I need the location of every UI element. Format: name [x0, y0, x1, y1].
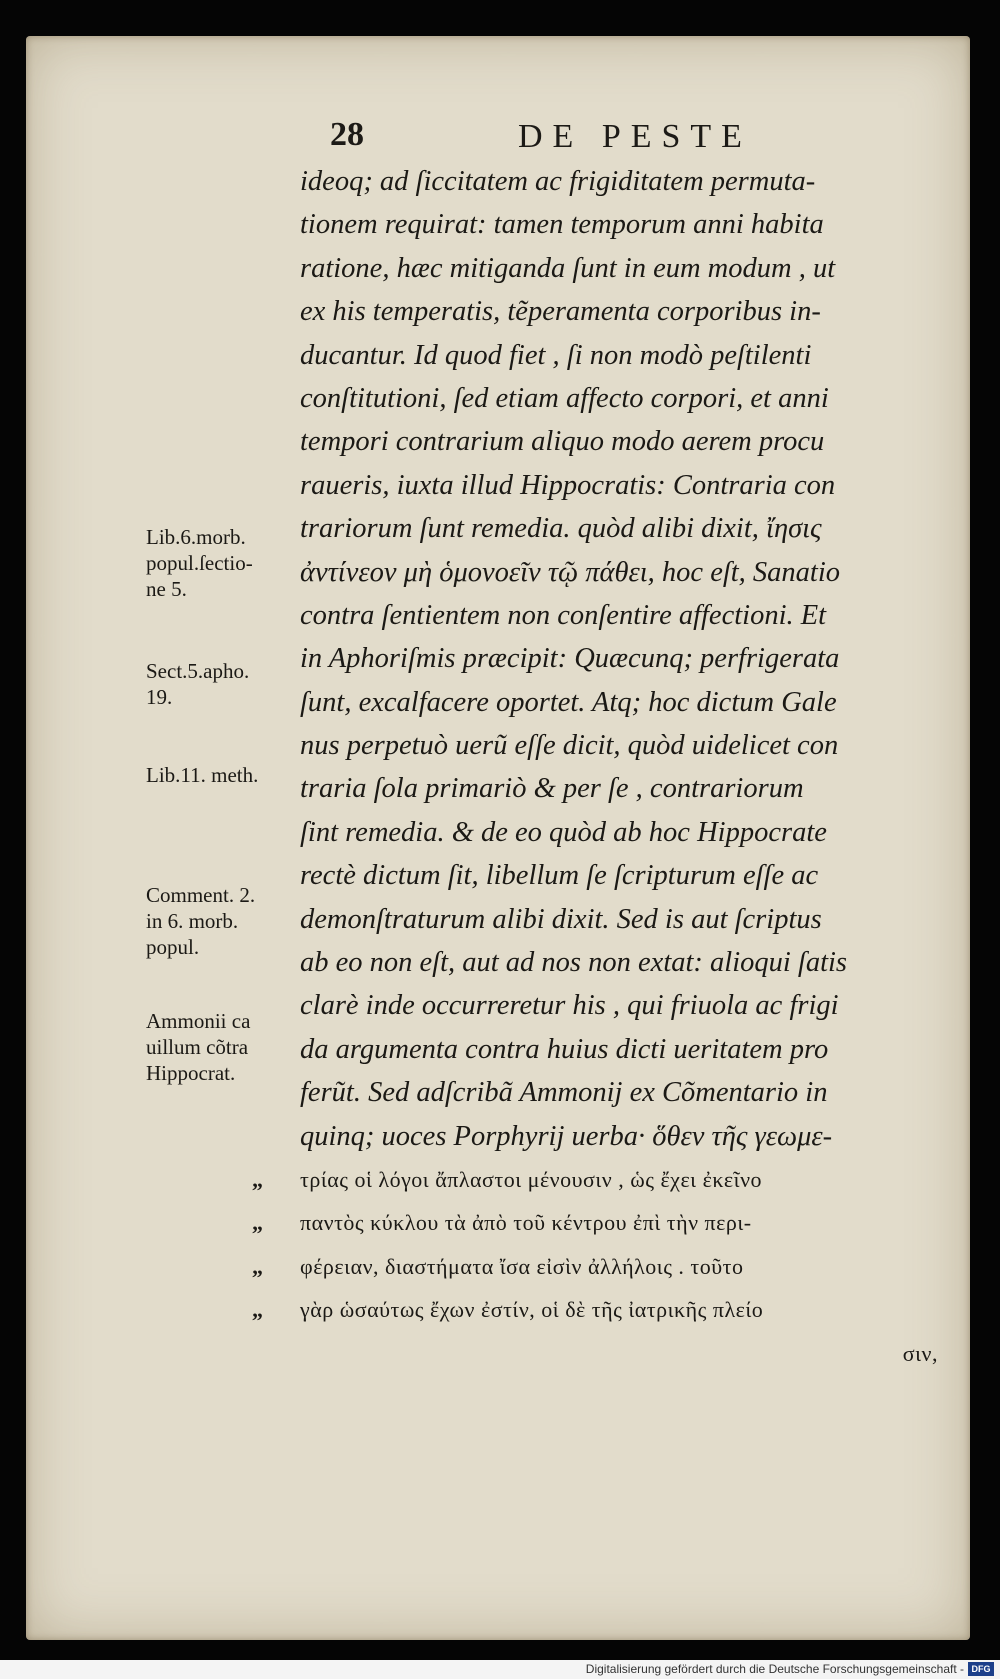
- text-line: ab eo non eſt, aut ad nos non extat: alioqui ſatis: [300, 947, 847, 979]
- margin-note-comment: [146, 882, 306, 960]
- margin-note-lib6: [146, 524, 306, 602]
- greek-quote-line: [252, 1288, 960, 1331]
- text-line: ducantur. Id quod fiet , ſi non modò peſtilenti: [300, 339, 812, 371]
- margin-note-line: in 6. morb.: [146, 909, 239, 933]
- text-line: clarè inde occurreretur his , qui friuola ac frigi: [300, 990, 839, 1022]
- greek-last-line: σιν,: [902, 1340, 938, 1366]
- text-line: ſunt, excalfacere oportet. Atq; hoc dictum Gale: [300, 686, 837, 718]
- greek-quote-line: [252, 1158, 960, 1201]
- text-line: demonſtraturum alibi dixit. Sed is aut ſcriptus: [300, 903, 822, 935]
- running-head: DE PESTE: [518, 118, 752, 155]
- text-line: nus perpetuò uerũ eſſe dicit, quòd uidelicet con: [300, 730, 839, 762]
- quote-mark: „: [252, 1166, 264, 1192]
- greek-quote-line: [252, 1245, 960, 1288]
- margin-note-ammonii: [146, 1008, 306, 1086]
- text-line: quinq; uoces Porphyrij uerba· ὅθεν τῆς γεωμε-: [300, 1120, 833, 1152]
- text-line: da argumenta contra huius dicti ueritatem pro: [300, 1033, 829, 1065]
- text-line: ferũt. Sed adſcribã Ammonij ex Cõmentario in: [300, 1077, 828, 1109]
- margin-note-line: Lib.11. meth.: [146, 763, 259, 787]
- greek-text: τρίας οἱ λόγοι ἄπλαστοι μένουσιν , ὡς ἔχει ἐκεῖνο: [300, 1166, 763, 1192]
- margin-note-line: Ammonii ca: [146, 1009, 251, 1033]
- text-line: ex his temperatis, tẽperamenta corporibus in-: [300, 296, 821, 328]
- text-line: in Aphoriſmis præcipit: Quæcunq; perfrigerata: [300, 643, 840, 675]
- margin-note-line: Lib.6.morb.: [146, 525, 246, 549]
- margin-note-lib11: [146, 762, 306, 788]
- text-line: raueris, iuxta illud Hippocratis: Contraria con: [300, 469, 836, 501]
- text-line: tionem requirat: tamen temporum anni habita: [300, 209, 824, 241]
- text-line: ratione, hæc mitiganda ſunt in eum modum , ut: [300, 252, 836, 284]
- quote-mark: „: [252, 1253, 264, 1279]
- greek-text: παντὸς κύκλου τὰ ἀπὸ τοῦ κέντρου ἐπὶ τὴν περι-: [300, 1210, 752, 1236]
- text-line: rectè dictum ſit, libellum ſe ſcripturum eſſe ac: [300, 860, 819, 892]
- quote-mark: „: [252, 1210, 264, 1236]
- text-line: ideoq; ad ſiccitatem ac frigiditatem permuta-: [300, 166, 816, 197]
- page-header: [330, 116, 800, 164]
- margin-note-line: Sect.5.apho.: [146, 659, 250, 683]
- greek-quote-line: [252, 1201, 960, 1244]
- margin-note-line: Comment. 2.: [146, 883, 256, 907]
- greek-text: γὰρ ὡσαύτως ἔχων ἐστίν, οἱ δὲ τῆς ἰατρικῆς πλείο: [300, 1297, 764, 1323]
- margin-note-line: ne 5.: [146, 577, 187, 601]
- margin-note-sect5: [146, 658, 306, 710]
- footer-bar: [0, 1660, 1000, 1679]
- text-line: contra ſentientem non conſentire affectioni. Et: [300, 599, 827, 631]
- text-line: ἀντίνεον μὴ ὁμονοεῖν τῷ πάθει, hoc eſt, Sanatio: [300, 556, 841, 588]
- text-line: trariorum ſunt remedia. quòd alibi dixit, ἴησις: [300, 513, 822, 545]
- margin-note-line: uillum cõtra: [146, 1035, 249, 1059]
- funding-credit: Digitalisierung gefördert durch die Deutsche Forschungsgemeinschaft -: [585, 1662, 964, 1676]
- greek-text: φέρειαν, διαστήματα ἴσα εἰσὶν ἀλλήλοις . τοῦτο: [300, 1253, 744, 1279]
- margin-note-line: Hippocrat.: [146, 1061, 236, 1085]
- margin-note-line: popul.ſectio-: [146, 551, 253, 575]
- page-number: 28: [330, 116, 364, 153]
- text-line: traria ſola primariò & per ſe , contrariorum: [300, 773, 804, 805]
- margin-note-line: popul.: [146, 935, 200, 959]
- text-line: tempori contrarium aliquo modo aerem procu: [300, 426, 825, 458]
- body-text: [252, 160, 960, 1375]
- margin-note-line: 19.: [146, 685, 173, 709]
- quote-mark: „: [252, 1297, 264, 1323]
- text-line: conſtitutioni, ſed etiam affecto corpori, et anni: [300, 382, 829, 414]
- text-line: ſint remedia. & de eo quòd ab hoc Hippocrate: [300, 816, 827, 848]
- dfg-logo: DFG: [968, 1662, 994, 1676]
